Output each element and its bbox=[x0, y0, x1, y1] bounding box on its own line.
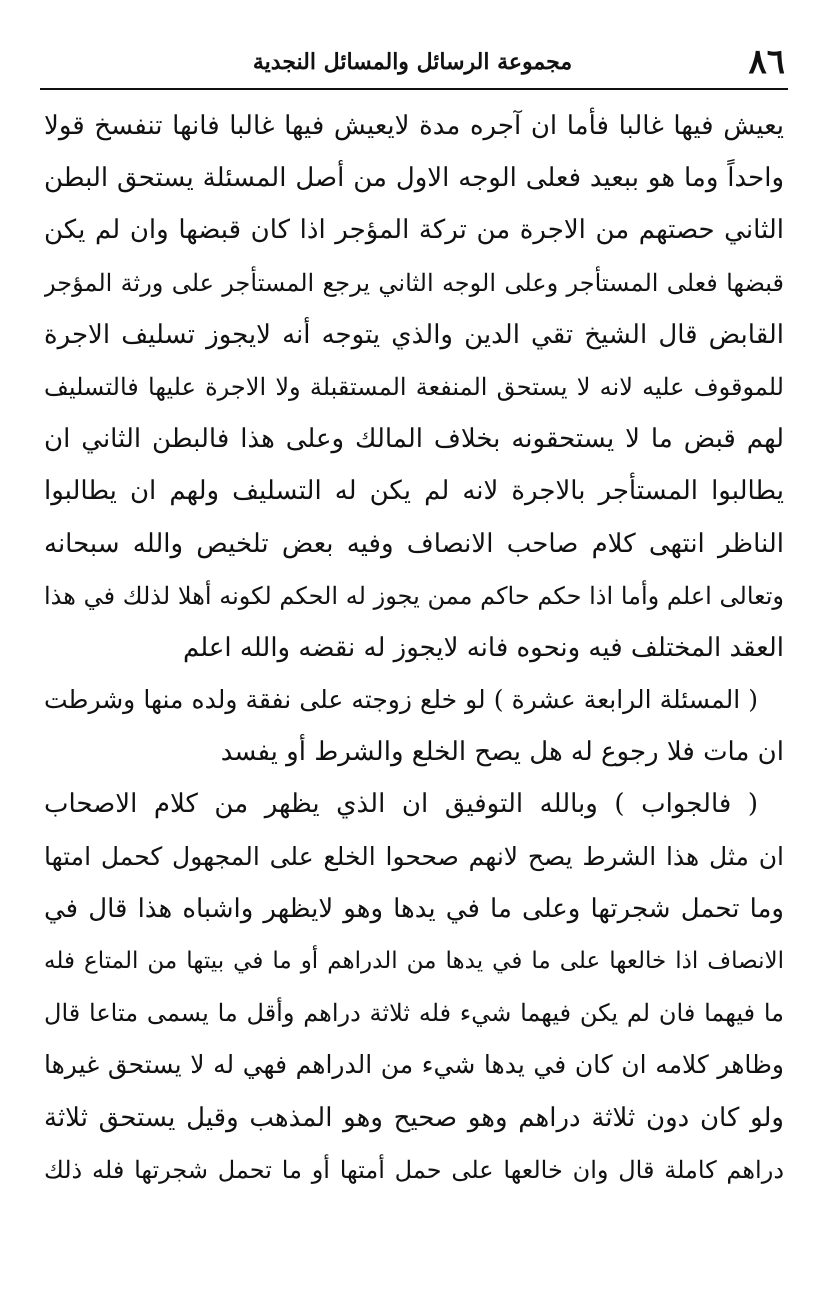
question-heading-line: ( المسئلة الرابعة عشرة ) لو خلع زوجته على نفقة ولده منها وشرطت bbox=[44, 685, 758, 715]
text-line: الناظر انتهى كلام صاحب الانصاف وفيه بعض تلخيص والله سبحانه bbox=[44, 528, 784, 559]
page-header bbox=[40, 40, 785, 88]
text-line: وتعالى اعلم وأما اذا حكم حاكم ممن يجوز له الحكم لكونه أهلا لذلك في هذا bbox=[44, 581, 784, 610]
text-line: ان مات فلا رجوع له هل يصح الخلع والشرط أو يفسد bbox=[220, 737, 784, 768]
text-line: يطالبوا المستأجر بالاجرة لانه لم يكن له التسليف ولهم ان يطالبوا bbox=[44, 476, 784, 507]
body-text bbox=[44, 100, 784, 1196]
text-line: وظاهر كلامه ان كان في يدها شيء من الدراهم فهي له لا يستحق غيرها bbox=[44, 1050, 784, 1080]
text-line: لهم قبض ما لا يستحقونه بخلاف المالك وعلى هذا فالبطن الثاني ان bbox=[44, 424, 784, 455]
text-line: الانصاف اذا خالعها على ما في يدها من الدراهم أو ما في بيتها من المتاع فله bbox=[44, 948, 784, 974]
text-line: القابض قال الشيخ تقي الدين والذي يتوجه أنه لايجوز تسليف الاجرة bbox=[44, 319, 784, 350]
text-line: الثاني حصتهم من الاجرة من تركة المؤجر اذا كان قبضها وان لم يكن bbox=[44, 215, 784, 246]
text-line: دراهم كاملة قال وان خالعها على حمل أمتها أو ما تحمل شجرتها فله ذلك bbox=[44, 1155, 784, 1184]
text-line: قبضها فعلى المستأجر وعلى الوجه الثاني يرجع المستأجر على ورثة المؤجر bbox=[44, 268, 784, 297]
text-line: ما فيهما فان لم يكن فيهما شيء فله ثلاثة دراهم وأقل ما يسمى متاعا قال bbox=[44, 999, 784, 1028]
header-rule bbox=[40, 88, 788, 90]
text-line: ان مثل هذا الشرط يصح لانهم صححوا الخلع على المجهول كحمل امتها bbox=[44, 841, 784, 871]
answer-heading-line: ( فالجواب ) وبالله التوفيق ان الذي يظهر من كلام الاصحاب bbox=[44, 789, 758, 820]
text-line: وما تحمل شجرتها وعلى ما في يدها وهو لايظهر واشباه هذا قال في bbox=[44, 893, 784, 924]
page-number: ٨٦ bbox=[748, 42, 785, 82]
text-line: ولو كان دون ثلاثة دراهم وهو صحيح وهو المذهب وقيل يستحق ثلاثة bbox=[44, 1102, 784, 1133]
text-line: واحداً وما هو ببعيد فعلى الوجه الاول من أصل المسئلة يستحق البطن bbox=[44, 163, 784, 194]
text-line: للموقوف عليه لانه لا يستحق المنفعة المستقبلة ولا الاجرة عليها فالتسليف bbox=[44, 372, 784, 401]
text-line: العقد المختلف فيه ونحوه فانه لايجوز له نقضه والله اعلم bbox=[182, 632, 784, 663]
text-line: يعيش فيها غالبا فأما ان آجره مدة لايعيش فيها غالبا فانها تنفسخ قولا bbox=[44, 111, 784, 141]
running-title: مجموعة الرسائل والمسائل النجدية bbox=[252, 49, 573, 75]
